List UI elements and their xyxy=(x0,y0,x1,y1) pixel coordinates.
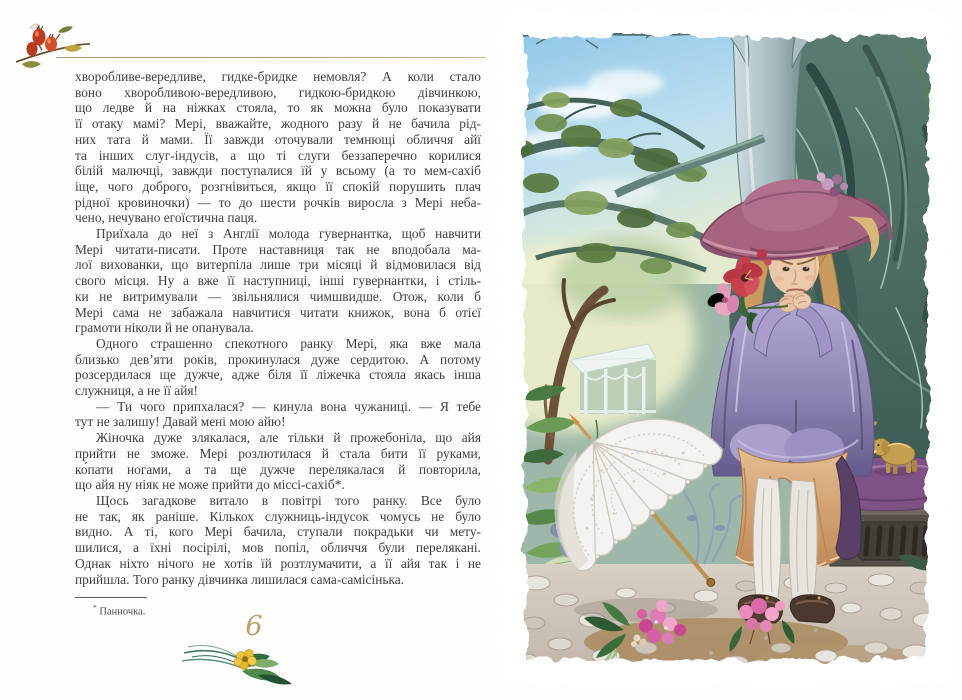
text-line: лої вихованки, що витерпіла лише три місяці й відмовилася від xyxy=(75,257,481,273)
rosehip-ornament-icon xyxy=(12,20,92,74)
text-line: Щось загадкове витало в повітрі того ранку. Все було xyxy=(96,492,481,508)
text-line: рідної кровиночки) — то до шести рочків виросла з Мері неба- xyxy=(75,194,481,210)
illustration-plate xyxy=(496,8,956,693)
text-line: видно. А ті, кого Мері бачила, ступали покрадьки чи мету- xyxy=(75,524,481,540)
text-line: що ледве й на ніжках стояла, то як можна було показувати xyxy=(75,100,481,116)
text-line: тут не залишу! Давай мені мою айю! xyxy=(75,414,286,430)
text-line: ки не витримували — звільнялися чимшвидше. Отож, коли б xyxy=(75,288,481,304)
text-line: прийшла. Того ранку дівчинка лишилася сама-самісінька. xyxy=(75,571,405,587)
text-line: та інших слуг-індусів, а що ті слуги беззаперечно корилися xyxy=(75,147,481,163)
body-text xyxy=(75,69,481,587)
text-line: свого місця. Ну а вже її наступниці, інші гувернантки, і стіль- xyxy=(75,273,481,289)
text-line: Жіночка дуже злякалася, але тільки й прожебоніла, що айя xyxy=(96,430,481,446)
text-line: служниця, а не її айя! xyxy=(75,383,199,399)
text-line: Мері сама не забажала навчитися читати книжок, вона б отієї xyxy=(75,304,481,320)
footnote-divider xyxy=(75,597,147,598)
text-line: Мері читати-писати. Проте наставниця так не вподобала ма- xyxy=(75,241,481,257)
text-line: що айя ну ніяк не може прийти до міссі-сахіб*. xyxy=(75,477,345,493)
text-line: іще, чого доброго, розгнівиться, якщо її спокій порушить плач xyxy=(75,178,481,194)
text-line: прийти не зможе. Мері розлютилася й стала бити її руками, xyxy=(75,445,481,461)
footnote-marker: * xyxy=(93,603,97,612)
text-line: Однак ніхто нічого не хотів їй розтлумачити, а її айя так і не xyxy=(75,555,481,571)
text-line: воно хворобливою-вередливою, гидкою-бридкою дівчинкою, xyxy=(75,84,481,100)
text-line: Одного страшенно спекотного ранку Мері, яка вже мала xyxy=(96,335,481,351)
page-number: 6 xyxy=(245,611,263,642)
footnote xyxy=(93,603,145,618)
text-line: — Ти чого припхалася? — кинула вона чужаниці. — Я тебе xyxy=(96,398,481,414)
text-line: не так, як раніше. Кількох служниць-індусок чомусь не було xyxy=(75,508,481,524)
text-line: Приїхала до неї з Англії молода гувернантка, щоб навчити xyxy=(96,226,481,242)
cobblestone-ground xyxy=(512,564,940,675)
text-line: шилися, а їхні посірілі, мов попіл, обличчя були перелякані. xyxy=(75,540,481,556)
text-line: ко́пати ногами, а та ще дужче перелякалася й повторила, xyxy=(75,461,481,477)
text-line: грамоти ніколи й не опанувала. xyxy=(75,320,254,336)
footnote-text: Панночка. xyxy=(99,606,146,618)
text-line: близько дев’яти років, прокинулася дуже сердитою. А потому xyxy=(75,351,481,367)
text-line: чено, нечувано егоїстична паця. xyxy=(75,210,258,226)
text-line: розсердилася ще дужче, адже біля її ліжечка стояла якась інша xyxy=(75,367,481,383)
text-line: них тата й мами. Її завжди оточували темнющі обличчя айї xyxy=(75,131,481,147)
text-line: її отаку мамі? Мері, вважайте, жодного разу й не бачила рід- xyxy=(75,116,481,132)
text-line: хворобливе-вередливе, гидке-бридке немовля? А коли стало xyxy=(75,69,481,84)
girl-dress xyxy=(711,301,874,476)
page-flower-ornament-icon xyxy=(180,639,304,687)
text-line: білій малючці, завжди поступалися їй у всьому (а то мем-сахіб xyxy=(75,163,481,179)
header-rule xyxy=(56,57,486,58)
